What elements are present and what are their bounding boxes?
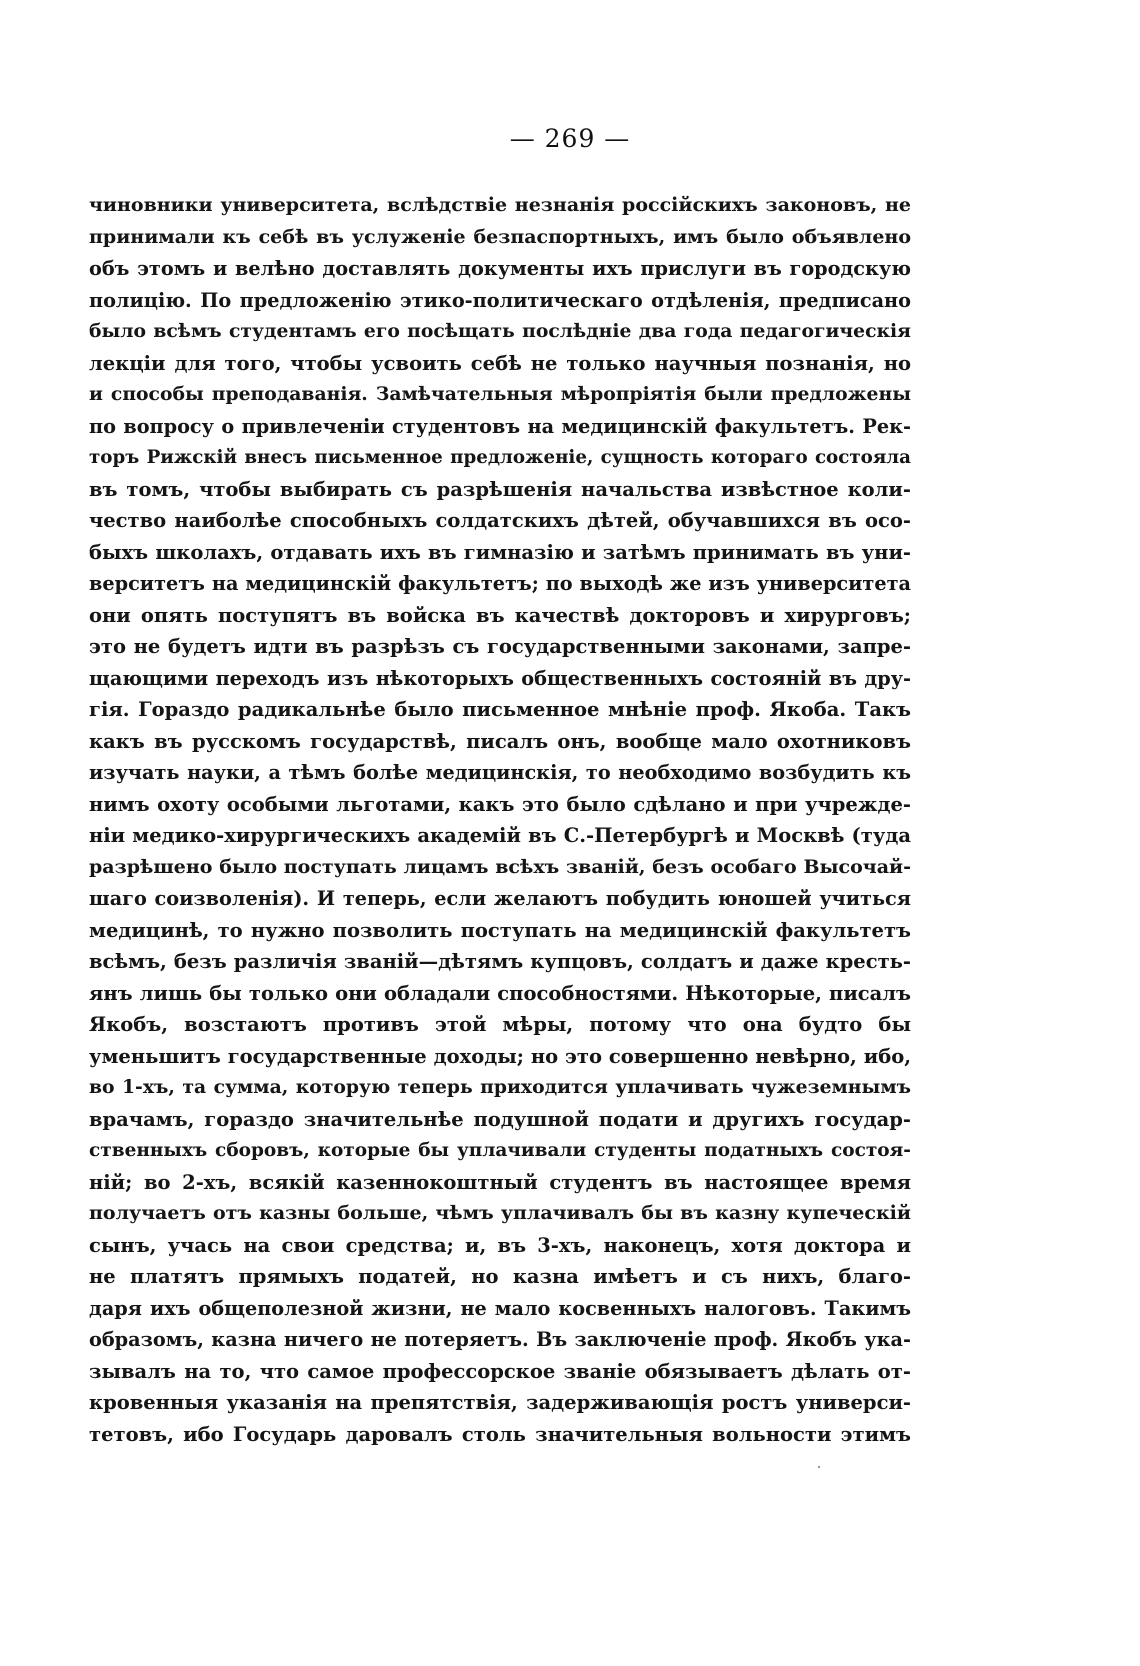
text-line: не платятъ прямыхъ податей, но казна имѣетъ и съ нихъ, благо- xyxy=(89,1265,911,1288)
body-text xyxy=(89,190,911,1450)
text-line: верситетъ на медицинскій факультетъ; по выходѣ же изъ университета xyxy=(89,572,911,595)
text-line: по вопросу о привлеченіи студентовъ на медицинскій факультетъ. Рек- xyxy=(89,414,911,438)
text-line: образомъ, казна ничего не потеряетъ. Въ заключеніе проф. Якобъ ука- xyxy=(89,1328,911,1351)
text-line: это не будетъ идти въ разрѣзъ съ государственными законами, запре- xyxy=(89,635,911,658)
text-line: всѣмъ, безъ различія званій—дѣтямъ купцовъ, солдатъ и даже кресть- xyxy=(89,950,911,973)
text-line: полицію. По предложенію этико-политическаго отдѣленія, предписано xyxy=(89,288,911,312)
text-line: ній; во 2-хъ, всякій казеннокоштный студентъ въ настоящее время xyxy=(89,1170,911,1194)
text-line: было всѣмъ студентамъ его посѣщать послѣдніе два года педагогическія xyxy=(89,320,911,342)
text-line: получаетъ отъ казны больше, чѣмъ уплачивалъ бы въ казну купеческій xyxy=(89,1202,911,1224)
text-line: чиновники университета, вслѣдствіе незнанія россійскихъ законовъ, не xyxy=(89,194,911,216)
scan-speck xyxy=(818,1466,820,1468)
text-line: тетовъ, ибо Государь даровалъ столь значительныя вольности этимъ xyxy=(89,1422,911,1446)
text-line: и способы преподаванія. Замѣчательныя мѣропріятія были предложены xyxy=(89,383,911,405)
text-line: даря ихъ общеполезной жизни, не мало косвенныхъ налоговъ. Такимъ xyxy=(89,1296,911,1320)
text-line: изучать науки, а тѣмъ болѣе медицинскія, то необходимо возбудить къ xyxy=(89,761,911,784)
text-line: чество наиболѣе способныхъ солдатскихъ дѣтей, обучавшихся въ осо- xyxy=(89,509,911,532)
text-line: врачамъ, гораздо значительнѣе подушной подати и другихъ государ- xyxy=(89,1107,911,1131)
text-line: зывалъ на то, что самое профессорское званіе обязываетъ дѣлать от- xyxy=(89,1359,911,1383)
text-line: шаго соизволенія). И теперь, если желаютъ побудить юношей учиться xyxy=(89,887,911,910)
text-line: въ томъ, чтобы выбирать съ разрѣшенія начальства извѣстное коли- xyxy=(89,477,911,501)
text-line: янъ лишь бы только они обладали способностями. Нѣкоторые, писалъ xyxy=(89,981,911,1005)
text-line: нимъ охоту особыми льготами, какъ это было сдѣлано и при учрежде- xyxy=(89,792,911,816)
text-line: ніи медико-хирургическихъ академій въ С.-Петербургѣ и Москвѣ (туда xyxy=(89,824,911,847)
text-line: торъ Рижскій внесъ письменное предложеніе, сущность котораго состояла xyxy=(89,447,911,468)
text-line: объ этомъ и велѣно доставлять документы ихъ прислуги въ городскую xyxy=(89,257,911,280)
page-number: — 269 — xyxy=(509,124,631,153)
text-line: принимали къ себѣ въ услуженіе безпаспортныхъ, имъ было объявлено xyxy=(89,225,911,248)
text-line: ственныхъ сборовъ, которые бы уплачивали студенты податныхъ состоя- xyxy=(89,1140,911,1161)
text-line: медицинѣ, то нужно позволить поступать на медицинскій факультетъ xyxy=(89,918,911,942)
text-line: сынъ, учась на свои средства; и, въ 3-хъ, наконецъ, хотя доктора и xyxy=(89,1233,911,1257)
text-line: быхъ школахъ, отдавать ихъ въ гимназію и затѣмъ принимать въ уни- xyxy=(89,540,911,564)
text-line: они опять поступятъ въ войска въ качествѣ докторовъ и хирурговъ; xyxy=(89,603,911,627)
text-line: какъ въ русскомъ государствѣ, писалъ онъ, вообще мало охотниковъ xyxy=(89,729,911,753)
text-line: разрѣшено было поступать лицамъ всѣхъ званій, безъ особаго Высочай- xyxy=(89,855,911,878)
text-line: кровенныя указанія на препятствія, задерживающія ростъ универси- xyxy=(89,1391,911,1414)
text-line: уменьшитъ государственные доходы; но это совершенно невѣрно, ибо, xyxy=(89,1044,911,1068)
text-line: щающими переходъ изъ нѣкоторыхъ общественныхъ состояній въ дру- xyxy=(89,666,911,690)
text-line: гія. Гораздо радикальнѣе было письменное мнѣніе проф. Якоба. Такъ xyxy=(89,698,911,721)
text-line: лекціи для того, чтобы усвоить себѣ не только научныя познанія, но xyxy=(89,351,911,375)
text-line: во 1-хъ, та сумма, которую теперь приходится уплачивать чужеземнымъ xyxy=(89,1076,911,1098)
text-line: Якобъ, возстаютъ противъ этой мѣры, потому что она будто бы xyxy=(89,1013,911,1036)
